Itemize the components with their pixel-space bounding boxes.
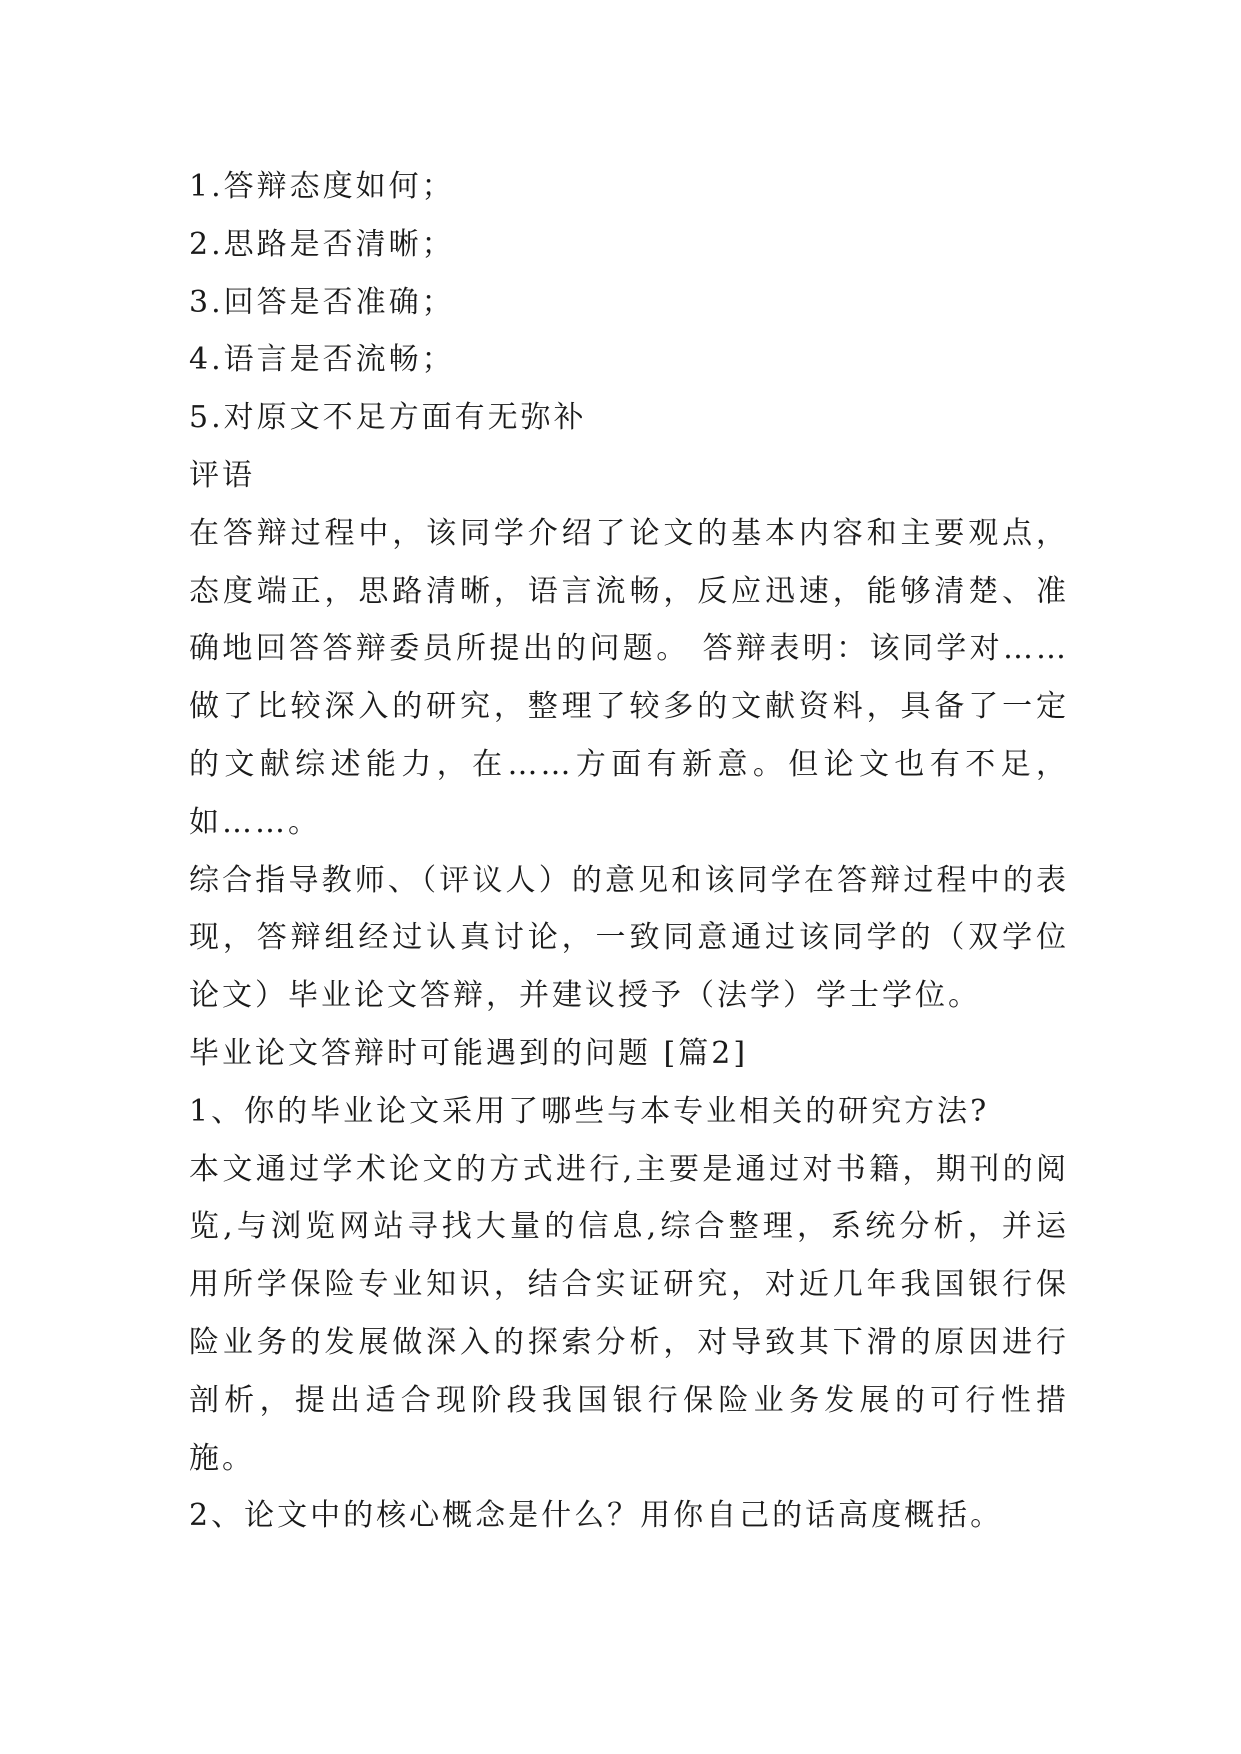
criterion-3: 3.回答是否准确；: [189, 284, 455, 320]
question-1: 1、你的毕业论文采用了哪些与本专业相关的研究方法?: [189, 1093, 990, 1129]
section-title: 毕业论文答辩时可能遇到的问题 [篇2]: [189, 1035, 749, 1071]
conclusion-paragraph: 综合指导教师、（评议人）的意见和该同学在答辩过程中的表现，答辩组经过认真讨论，一致同意通过该同学的（双学位论文）毕业论文答辩，并建议授予（法学）学士学位。: [189, 862, 1069, 1014]
comment-heading: 评语: [189, 457, 255, 493]
criterion-4: 4.语言是否流畅；: [189, 342, 455, 378]
question-2: 2、论文中的核心概念是什么？用你自己的话高度概括。: [189, 1498, 1004, 1534]
criterion-1: 1.答辩态度如何；: [189, 169, 455, 204]
comment-paragraph: 在答辩过程中，该同学介绍了论文的基本内容和主要观点，态度端正，思路清晰，语言流畅，反应迅速，能够清楚、准确地回答答辩委员所提出的问题。 答辩表明：该同学对……做了比较深入的研究，整理了较多的文献资料，具备了一定的文献综述能力，在……方面有新意。但论文也有不足，如……。: [189, 515, 1069, 840]
document-body: [189, 158, 1069, 1545]
answer-1: 本文通过学术论文的方式进行,主要是通过对书籍，期刊的阅览,与浏览网站寻找大量的信息,综合整理，系统分析，并运用所学保险专业知识，结合实证研究，对近几年我国银行保险业务的发展做深入的探索分析，对导致其下滑的原因进行剖析，提出适合现阶段我国银行保险业务发展的可行性措施。: [189, 1151, 1069, 1476]
criterion-2: 2.思路是否清晰；: [189, 226, 455, 262]
criterion-5: 5.对原文不足方面有无弥补: [189, 400, 587, 436]
